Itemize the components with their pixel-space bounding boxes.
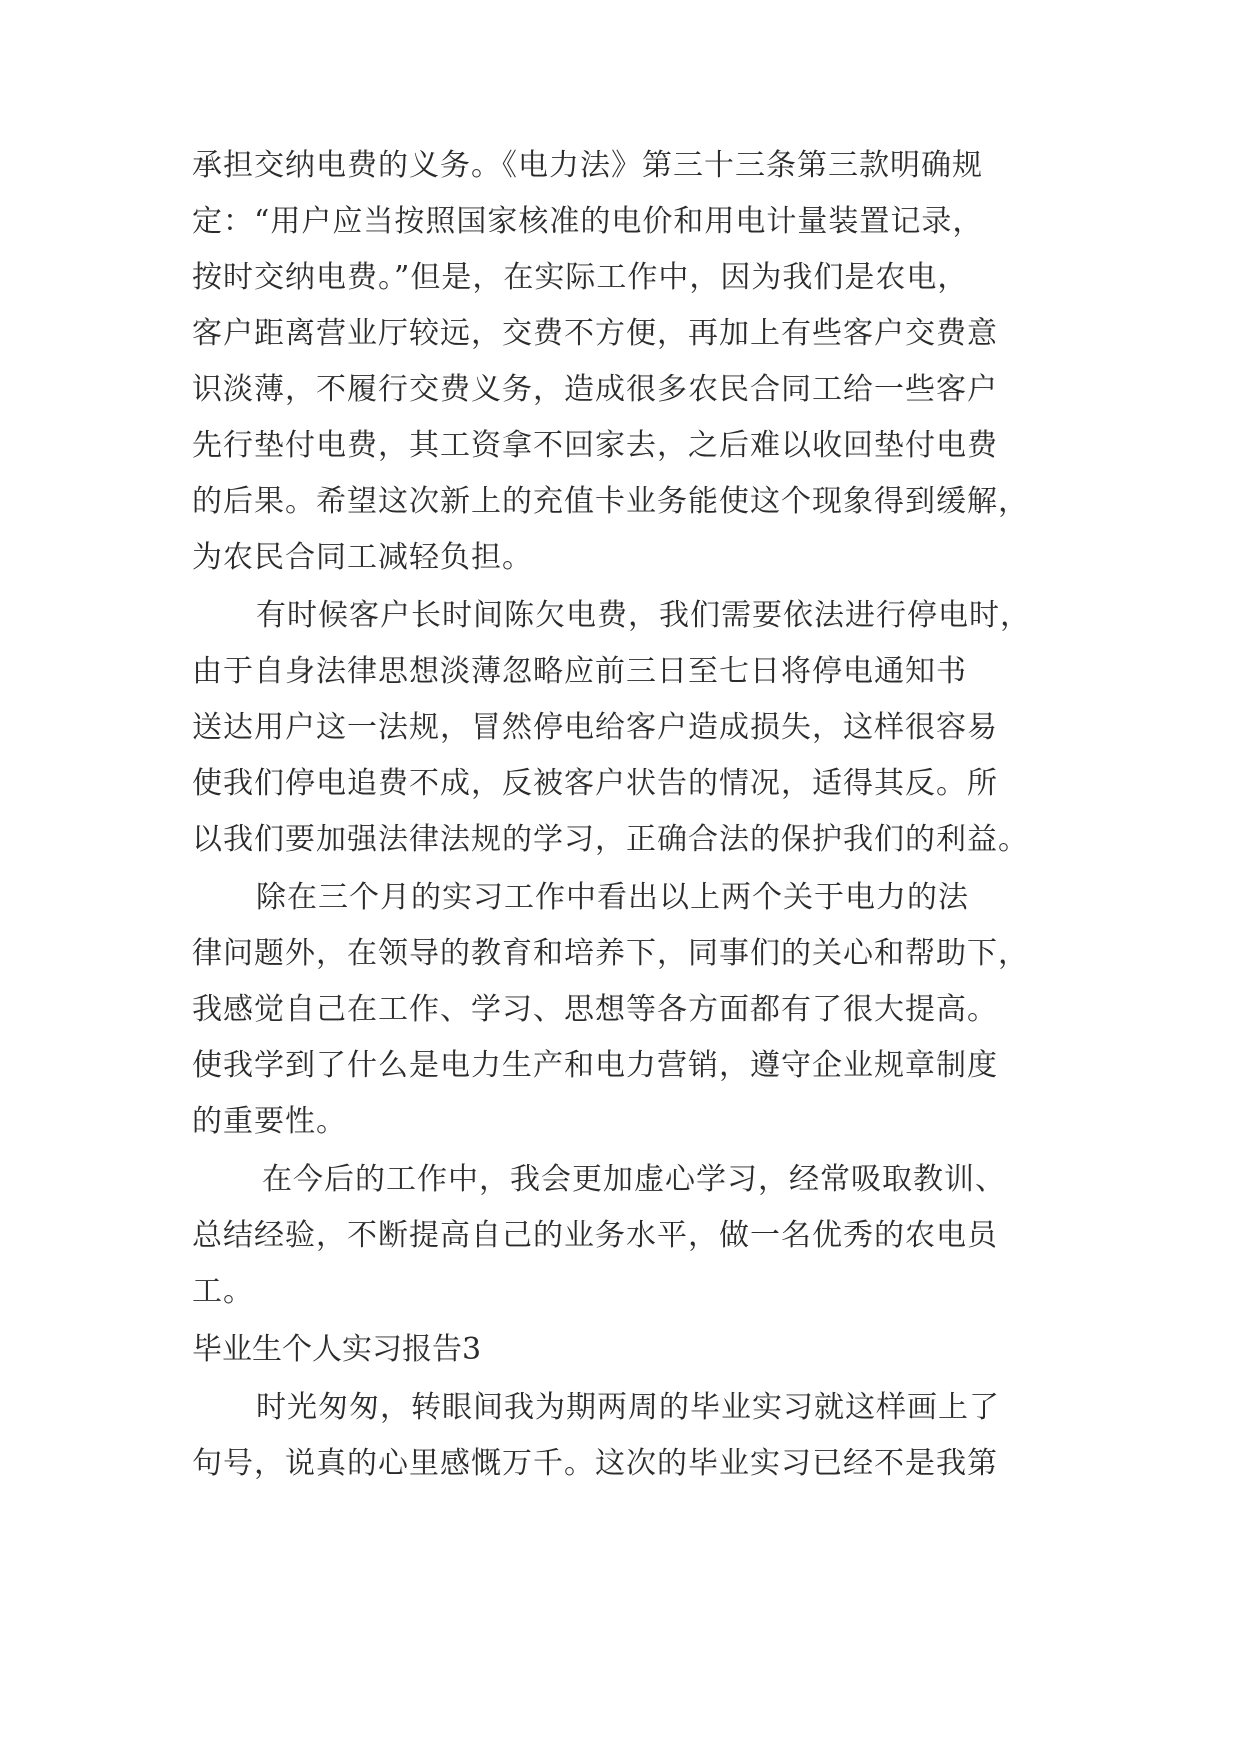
text-line: 以我们要加强法律法规的学习，正确合法的保护我们的利益。 [192,822,1029,857]
text-line: 客户距离营业厅较远，交费不方便，再加上有些客户交费意 [192,316,998,351]
text-line: 工。 [192,1274,254,1309]
text-line: 的后果。希望这次新上的充值卡业务能使这个现象得到缓解， [192,484,1029,519]
text-line: 使我学到了什么是电力生产和电力营销，遵守企业规章制度 [192,1048,998,1083]
text-line: 由于自身法律思想淡薄忽略应前三日至七日将停电通知书 [192,654,967,689]
section-heading: 毕业生个人实习报告3 [192,1332,482,1367]
text-line: 我感觉自己在工作、学习、思想等各方面都有了很大提高。 [192,992,998,1027]
text-line: 承担交纳电费的义务。《电力法》第三十三条第三款明确规 [192,148,983,183]
text-line: 律问题外，在领导的教育和培养下，同事们的关心和帮助下， [192,936,1029,971]
text-line: 送达用户这一法规，冒然停电给客户造成损失，这样很容易 [192,710,998,745]
text-line: 定：“用户应当按照国家核准的电价和用电计量装置记录， [192,204,984,239]
paragraph-first-line: 在今后的工作中，我会更加虚心学习，经常吸取教训、 [262,1162,1006,1197]
text-line: 使我们停电追费不成，反被客户状告的情况，适得其反。所 [192,766,998,801]
paragraph-first-line: 除在三个月的实习工作中看出以上两个关于电力的法 [256,880,969,915]
text-line: 句号，说真的心里感慨万千。这次的毕业实习已经不是我第 [192,1446,998,1481]
paragraph-first-line: 有时候客户长时间陈欠电费，我们需要依法进行停电时， [256,598,1031,633]
text-line: 按时交纳电费。”但是，在实际工作中，因为我们是农电， [192,260,969,295]
text-line: 总结经验，不断提高自己的业务水平，做一名优秀的农电员 [192,1218,998,1253]
text-line: 识淡薄，不履行交费义务，造成很多农民合同工给一些客户 [192,372,998,407]
paragraph-first-line: 时光匆匆，转眼间我为期两周的毕业实习就这样画上了 [256,1390,1000,1425]
text-line: 的重要性。 [192,1104,347,1139]
text-line: 先行垫付电费，其工资拿不回家去，之后难以收回垫付电费 [192,428,998,463]
text-line: 为农民合同工减轻负担。 [192,540,533,575]
